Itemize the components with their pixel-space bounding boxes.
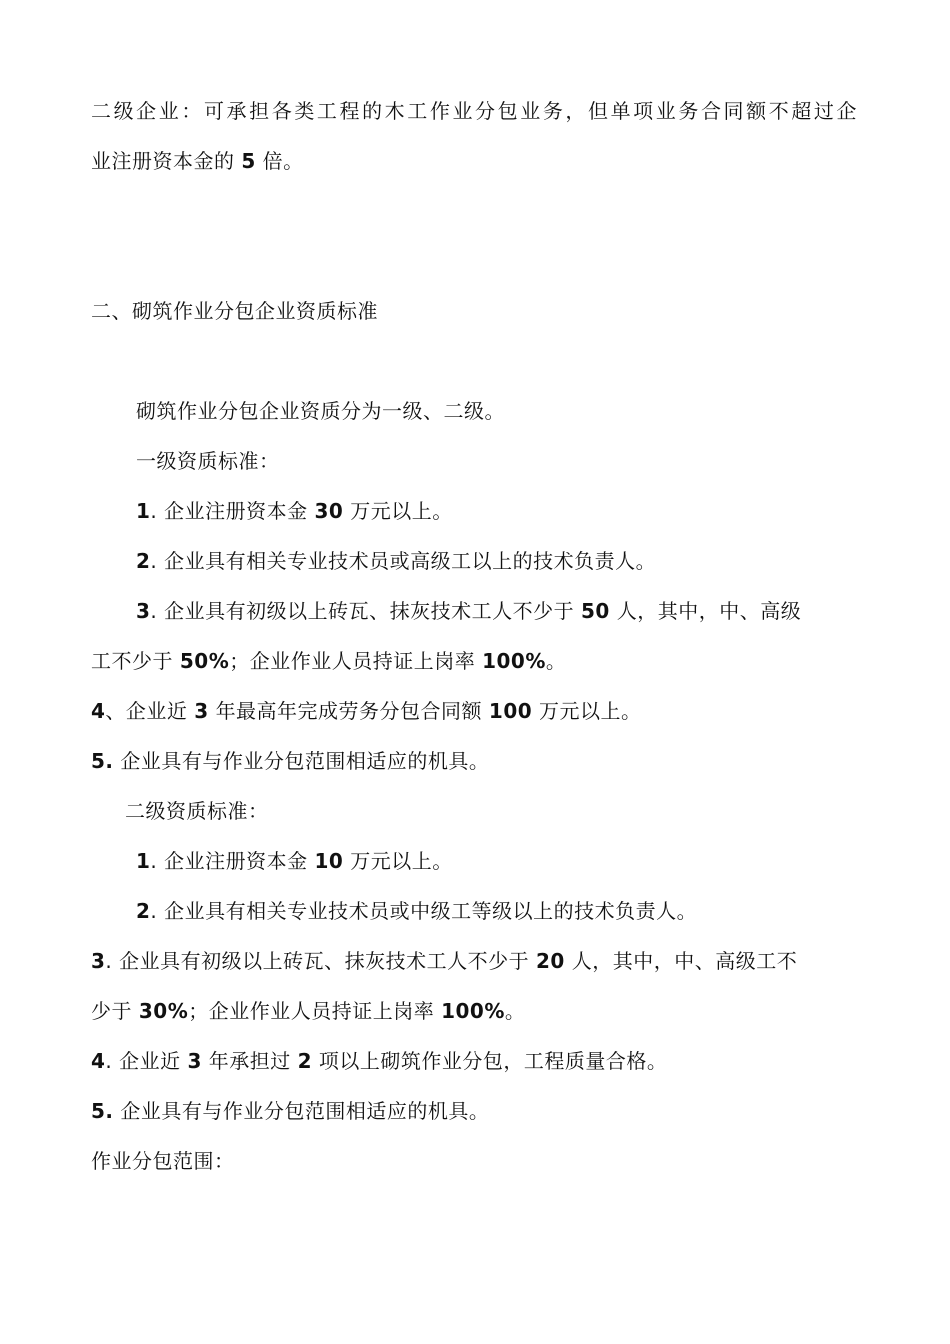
level2-heading: 二级资质标准： bbox=[125, 799, 269, 823]
item-value: 3 bbox=[194, 699, 209, 723]
item-value: 3 bbox=[187, 1049, 202, 1073]
level2-item1 bbox=[136, 848, 453, 874]
item-number: 3 bbox=[136, 599, 151, 623]
level2-item2 bbox=[136, 898, 697, 924]
item-value: 30% bbox=[138, 999, 189, 1023]
item-number: 2 bbox=[136, 549, 151, 573]
item-text: 工不少于 bbox=[91, 649, 173, 673]
level1-item4 bbox=[91, 698, 642, 724]
item-number: 1 bbox=[136, 499, 151, 523]
item-number: 3 bbox=[91, 949, 106, 973]
level1-item2 bbox=[136, 548, 656, 574]
item-text: 万元以上。 bbox=[539, 699, 642, 723]
item-text: 人，其中，中、高级工不 bbox=[571, 949, 798, 973]
level1-item3-line1 bbox=[136, 598, 801, 624]
item-text: 、企业近 bbox=[105, 699, 188, 723]
item-number: 4 bbox=[91, 699, 106, 723]
item-value: 2 bbox=[297, 1049, 313, 1073]
para1-line2 bbox=[91, 148, 304, 174]
item-text: . 企业近 bbox=[105, 1049, 181, 1073]
item-text: . 企业具有初级以上砖瓦、抹灰技术工人不少于 bbox=[150, 599, 575, 623]
para1-line1 bbox=[91, 98, 857, 124]
item-text: ；企业作业人员持证上岗率 bbox=[188, 999, 435, 1023]
item-value: 30 bbox=[314, 499, 344, 523]
item-value: 100% bbox=[482, 649, 546, 673]
item-text: 项以上砌筑作业分包，工程质量合格。 bbox=[318, 1049, 668, 1073]
item-text: 人，其中，中、高级 bbox=[616, 599, 802, 623]
item-value: 20 bbox=[536, 949, 565, 973]
item-number: 5. bbox=[91, 1099, 114, 1123]
item-value: 100% bbox=[441, 999, 505, 1023]
item-value: 50 bbox=[581, 599, 610, 623]
item-text: 万元以上。 bbox=[350, 499, 453, 523]
item-text: 。 bbox=[545, 649, 567, 673]
item-text: 年承担过 bbox=[208, 1049, 291, 1073]
item-number: 1 bbox=[136, 849, 151, 873]
item-number: 5. bbox=[91, 749, 114, 773]
item-text: 企业具有与作业分包范围相适应的机具。 bbox=[120, 749, 490, 773]
item-value: 100 bbox=[488, 699, 533, 723]
item-text: 。 bbox=[504, 999, 526, 1023]
item-text: . 企业具有相关专业技术员或高级工以上的技术负责人。 bbox=[150, 549, 657, 573]
item-text: . 企业注册资本金 bbox=[150, 499, 308, 523]
level1-item3-line2 bbox=[91, 648, 566, 674]
item-text: 少于 bbox=[91, 999, 132, 1023]
item-text: . 企业注册资本金 bbox=[150, 849, 308, 873]
item-number: 4 bbox=[91, 1049, 106, 1073]
item-text: 万元以上。 bbox=[350, 849, 453, 873]
section-heading: 二、砌筑作业分包企业资质标准 bbox=[91, 299, 378, 323]
section-intro: 砌筑作业分包企业资质分为一级、二级。 bbox=[136, 399, 505, 423]
level1-item5 bbox=[91, 748, 489, 774]
item-value: 10 bbox=[314, 849, 344, 873]
level1-item1 bbox=[136, 498, 453, 524]
item-text: . 企业具有相关专业技术员或中级工等级以上的技术负责人。 bbox=[150, 899, 698, 923]
item-number: 2 bbox=[136, 899, 151, 923]
para1-number: 5 bbox=[241, 149, 256, 173]
scope-heading: 作业分包范围： bbox=[91, 1149, 235, 1173]
item-value: 50% bbox=[179, 649, 230, 673]
level2-item5 bbox=[91, 1098, 489, 1124]
para1-line1-text: 二级企业：可承担各类工程的木工作业分包业务，但单项业务合同额不超过企 bbox=[91, 99, 857, 123]
level1-heading: 一级资质标准： bbox=[136, 449, 280, 473]
item-text: ；企业作业人员持证上岗率 bbox=[229, 649, 476, 673]
item-text: . 企业具有初级以上砖瓦、抹灰技术工人不少于 bbox=[105, 949, 530, 973]
level2-item3-line2 bbox=[91, 998, 525, 1024]
level2-item3-line1 bbox=[91, 948, 797, 974]
para1-text-end: 倍。 bbox=[262, 149, 304, 173]
level2-item4 bbox=[91, 1048, 667, 1074]
para1-text: 业注册资本金的 bbox=[91, 149, 235, 173]
item-text: 企业具有与作业分包范围相适应的机具。 bbox=[120, 1099, 490, 1123]
item-text: 年最高年完成劳务分包合同额 bbox=[215, 699, 483, 723]
